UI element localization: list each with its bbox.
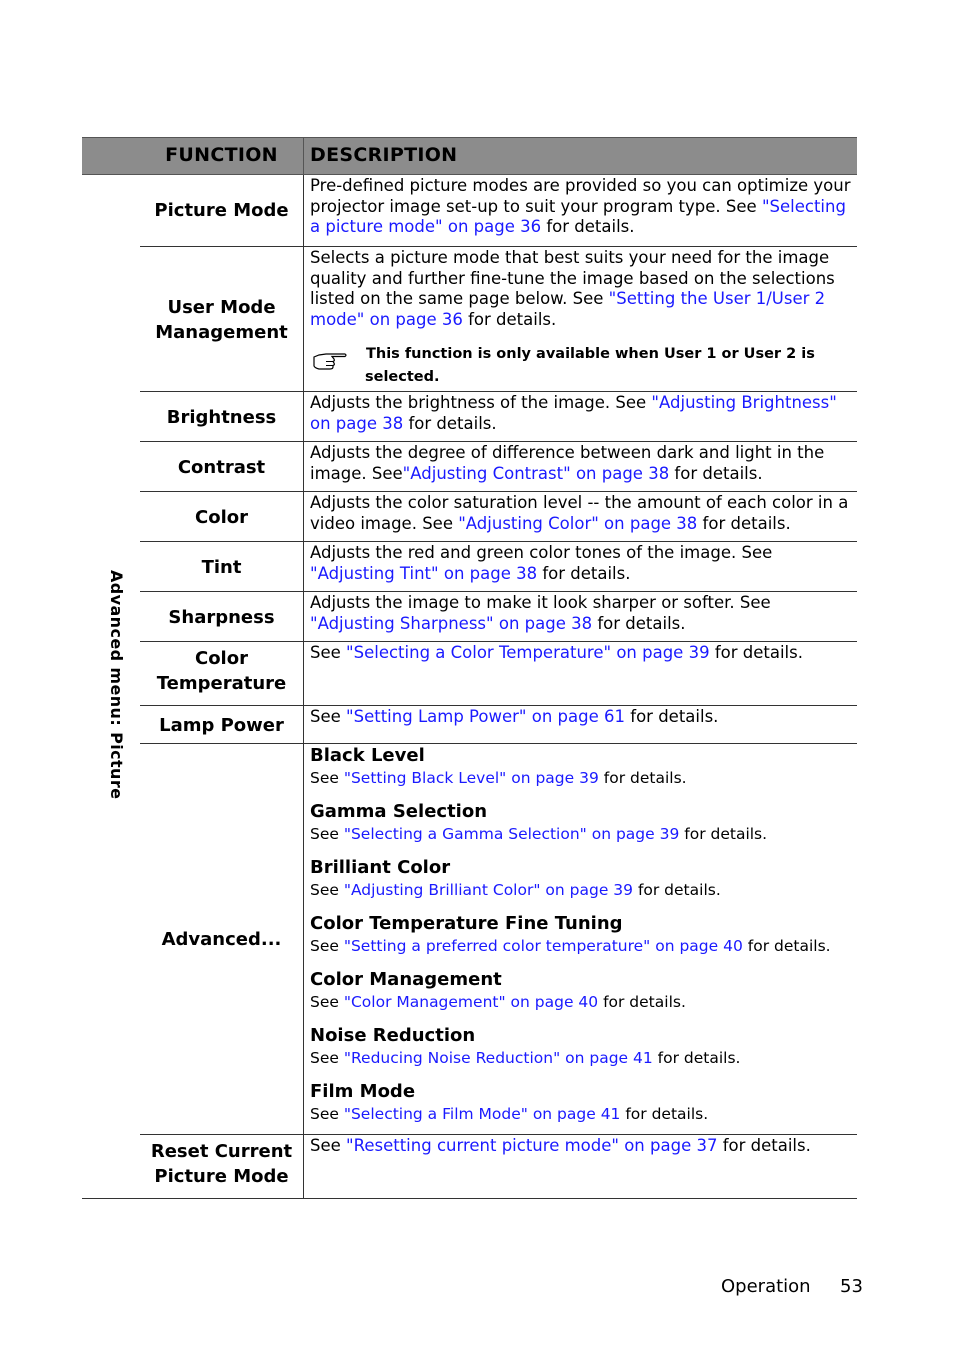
table-bottom-border (82, 1198, 857, 1199)
function-brightness: Brightness (166, 406, 277, 428)
link-selecting-picture-mode[interactable]: "Selecting a picture mode" on page 36 (310, 196, 846, 236)
function-lamp-power: Lamp Power (159, 714, 284, 736)
description-contrast: Adjusts the degree of difference between dark and light in the image. See"Adjusting Contrast" on page 38 for details. (310, 443, 825, 483)
table-row-sharpness (140, 591, 857, 642)
advanced-item-color-management: Color Management See "Color Management" on page 40 for details. (310, 969, 686, 1011)
function-sharpness: Sharpness (168, 606, 275, 628)
description-reset-picture-mode: See "Resetting current picture mode" on page 37 for details. (310, 1136, 811, 1155)
description-color: Adjusts the color saturation level -- the amount of each color in a video image. See "Adjusting Color" on page 38 for details. (310, 493, 849, 533)
table-row-advanced (140, 743, 857, 1135)
description-column-header: DESCRIPTION (310, 144, 458, 166)
note-user-mode: This function is only available when User 1 or User 2 is selected. (312, 343, 852, 389)
link-selecting-color-temperature[interactable]: "Selecting a Color Temperature" on page 39 (346, 643, 710, 662)
table-row-color-temperature (140, 641, 857, 706)
function-picture-mode: Picture Mode (154, 200, 289, 221)
link-adjusting-color[interactable]: "Adjusting Color" on page 38 (458, 513, 698, 533)
link-film-mode[interactable]: "Selecting a Film Mode" on page 41 (343, 1105, 621, 1123)
link-adjusting-tint[interactable]: "Adjusting Tint" on page 38 (310, 563, 538, 583)
pointing-hand-icon (312, 349, 348, 371)
description-user-mode-management: Selects a picture mode that best suits your need for the image quality and further fine-tune the image based on the selections listed on the same page below. See "Setting the User 1/User 2 mode" on page 36 for details. (310, 248, 835, 329)
footer-section: Operation (721, 1276, 811, 1297)
table-row-contrast (140, 441, 857, 492)
table-row-color (140, 491, 857, 542)
header-divider (303, 138, 304, 174)
function-color-temperature: Color Temperature (156, 648, 287, 694)
link-resetting-picture-mode[interactable]: "Resetting current picture mode" on page 37 (346, 1136, 718, 1155)
table-row-tint (140, 541, 857, 592)
link-adjusting-contrast[interactable]: "Adjusting Contrast" on page 38 (402, 463, 670, 483)
table-row-lamp-power (140, 705, 857, 744)
advanced-item-black-level: Black Level See "Setting Black Level" on page 39 for details. (310, 745, 687, 787)
table-header (82, 137, 857, 175)
page-number: 53 (840, 1276, 863, 1297)
description-lamp-power: See "Setting Lamp Power" on page 61 for details. (310, 707, 719, 726)
link-black-level[interactable]: "Setting Black Level" on page 39 (343, 769, 599, 787)
function-column-header: FUNCTION (165, 144, 278, 166)
description-picture-mode: Pre-defined picture modes are provided so you can optimize your projector image set-up to suit your program type. See "Selecting a picture mode" on page 36 for details. (310, 176, 851, 236)
advanced-item-noise-reduction: Noise Reduction See "Reducing Noise Reduction" on page 41 for details. (310, 1025, 741, 1067)
side-section-label: Advanced menu: Picture (107, 570, 126, 800)
link-preferred-color-temperature[interactable]: "Setting a preferred color temperature" on page 40 (343, 937, 743, 955)
table-row-reset-picture-mode (140, 1134, 857, 1198)
link-adjusting-sharpness[interactable]: "Adjusting Sharpness" on page 38 (310, 613, 593, 633)
table-row-user-mode-management (140, 246, 857, 392)
link-gamma-selection[interactable]: "Selecting a Gamma Selection" on page 39 (343, 825, 680, 843)
function-user-mode-management: User Mode Management (155, 296, 288, 343)
link-adjusting-brightness[interactable]: "Adjusting Brightness" on page 38 (310, 393, 837, 433)
description-advanced (310, 744, 851, 1136)
advanced-item-gamma-selection: Gamma Selection See "Selecting a Gamma Selection" on page 39 for details. (310, 801, 768, 843)
advanced-item-color-temperature-fine-tuning: Color Temperature Fine Tuning See "Setting a preferred color temperature" on page 40 for details. (310, 913, 831, 955)
advanced-item-brilliant-color: Brilliant Color See "Adjusting Brilliant Color" on page 39 for details. (310, 857, 721, 899)
function-advanced: Advanced... (161, 929, 282, 950)
link-brilliant-color[interactable]: "Adjusting Brilliant Color" on page 39 (343, 881, 634, 899)
link-noise-reduction[interactable]: "Reducing Noise Reduction" on page 41 (343, 1049, 653, 1067)
description-brightness: Adjusts the brightness of the image. See "Adjusting Brightness" on page 38 for details. (310, 393, 837, 433)
description-sharpness: Adjusts the image to make it look sharper or softer. See "Adjusting Sharpness" on page 38 for details. (310, 593, 771, 633)
function-color: Color (195, 506, 248, 528)
link-setting-lamp-power[interactable]: "Setting Lamp Power" on page 61 (346, 707, 626, 726)
table-row-brightness (140, 391, 857, 442)
link-color-management[interactable]: "Color Management" on page 40 (343, 993, 599, 1011)
description-tint: Adjusts the red and green color tones of the image. See "Adjusting Tint" on page 38 for details. (310, 543, 773, 583)
function-tint: Tint (201, 556, 242, 578)
link-setting-user-mode[interactable]: "Setting the User 1/User 2 mode" on page 36 (310, 289, 826, 329)
table-row-picture-mode (140, 175, 857, 246)
description-color-temperature: See "Selecting a Color Temperature" on page 39 for details. (310, 643, 803, 662)
function-contrast: Contrast (177, 456, 266, 478)
function-reset-picture-mode: Reset Current Picture Mode (150, 1141, 293, 1187)
advanced-item-film-mode: Film Mode See "Selecting a Film Mode" on page 41 for details. (310, 1081, 709, 1123)
